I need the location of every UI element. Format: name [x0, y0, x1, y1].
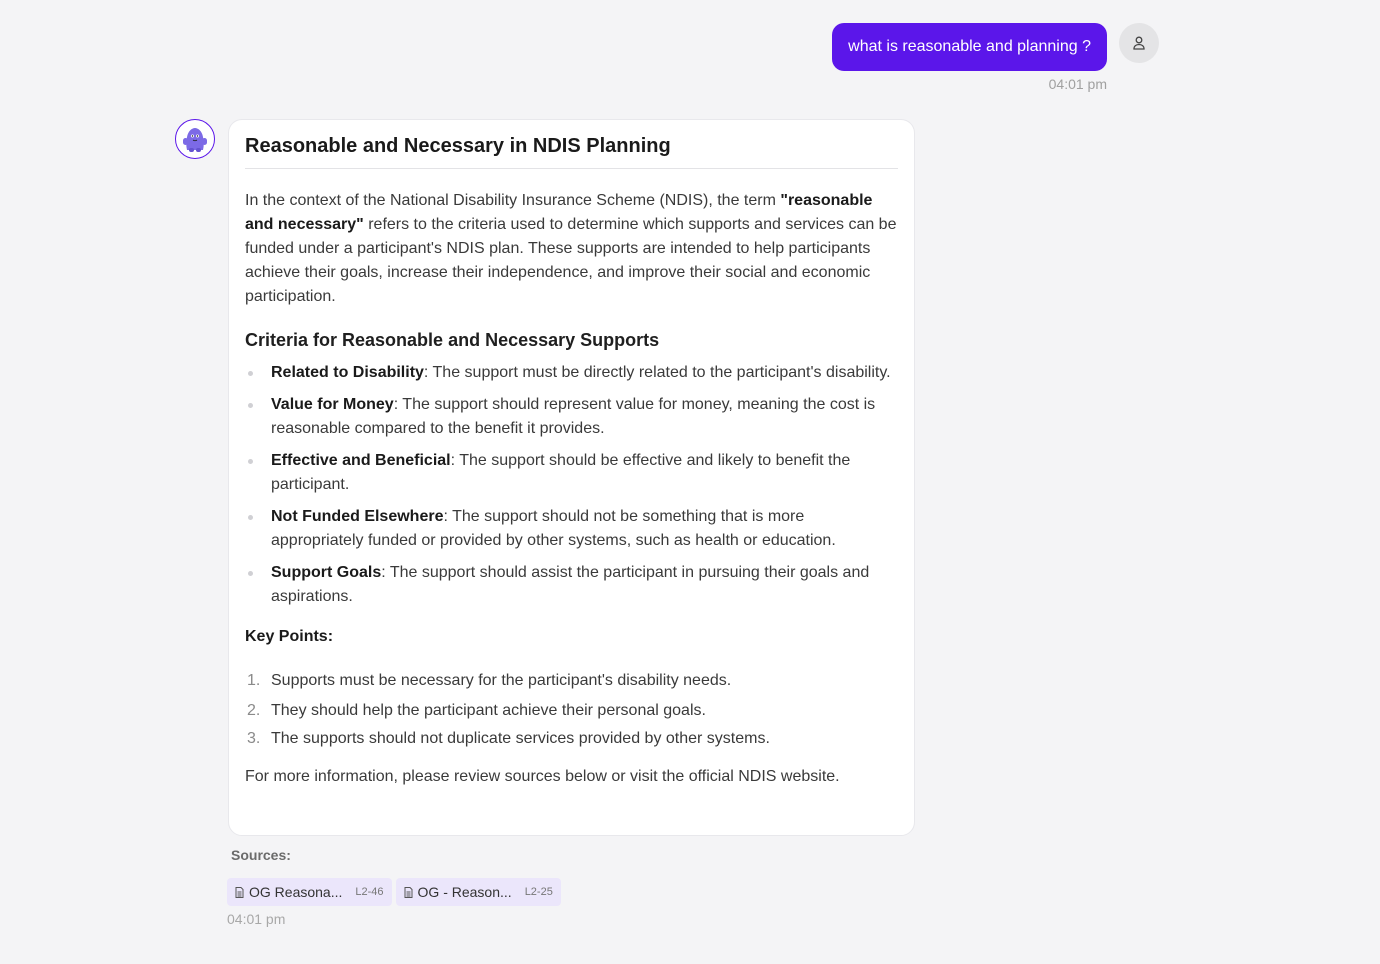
source-name: OG - Reason...: [417, 884, 512, 900]
sources-list: [227, 878, 561, 906]
source-chip[interactable]: [227, 878, 392, 906]
intro-text: In the context of the National Disability Insurance Scheme (NDIS), the term: [245, 192, 781, 209]
source-name: OG Reasona...: [249, 884, 343, 900]
outro-paragraph: For more information, please review sources below or visit the official NDIS website.: [245, 768, 840, 785]
bot-avatar: [175, 119, 215, 159]
criteria-term: Value for Money: [271, 396, 394, 413]
key-point-item: [245, 669, 898, 693]
criteria-item: [245, 393, 898, 441]
criteria-text: : The support must be directly related to the participant's disability.: [423, 364, 891, 381]
key-point-text: They should help the participant achieve their personal goals.: [271, 702, 706, 719]
key-point-text: Supports must be necessary for the participant's disability needs.: [271, 672, 732, 689]
criteria-term: Support Goals: [271, 564, 382, 581]
sources-label: Sources:: [231, 847, 291, 863]
user-message: [832, 23, 1107, 71]
criteria-text: : The support should represent value for money, meaning the cost is reasonable compared to the benefit it provides.: [271, 396, 876, 437]
criteria-text: : The support should assist the participant in pursuing their goals and aspirations.: [271, 564, 870, 605]
user-icon: [1131, 35, 1147, 51]
item-number: 3.: [247, 730, 261, 747]
key-point-text: The supports should not duplicate services provided by other systems.: [271, 730, 770, 747]
criteria-heading: Criteria for Reasonable and Necessary Supports: [245, 330, 660, 350]
key-point-item: [245, 699, 898, 723]
criteria-term: Not Funded Elsewhere: [271, 508, 444, 525]
key-points-list: [245, 669, 898, 751]
source-chip[interactable]: [396, 878, 561, 906]
user-message-time: 04:01 pm: [1048, 76, 1107, 92]
intro-text-rest: refers to the criteria used to determine which supports and services can be funded under a participant's NDIS plan. These supports are intended to help participants achieve their goals, increase their independence, and improve their social and economic participation.: [245, 216, 897, 305]
source-lines: L2-25: [524, 886, 553, 898]
response-title: Reasonable and Necessary in NDIS Planning: [245, 132, 898, 169]
document-icon: [235, 887, 244, 898]
criteria-list: [245, 361, 898, 609]
criteria-item: [245, 505, 898, 553]
source-lines: L2-46: [355, 886, 384, 898]
criteria-item: [245, 449, 898, 497]
intro-paragraph: [245, 189, 898, 309]
key-points-heading: Key Points:: [245, 628, 334, 645]
criteria-term: Related to Disability: [271, 364, 424, 381]
user-avatar: [1119, 23, 1159, 63]
key-point-item: [245, 727, 898, 751]
item-number: 1.: [247, 672, 261, 689]
user-message-bubble: what is reasonable and planning ?: [832, 23, 1107, 71]
criteria-item: [245, 561, 898, 609]
criteria-term: Effective and Beneficial: [271, 452, 451, 469]
criteria-item: [245, 361, 898, 385]
item-number: 2.: [247, 702, 261, 719]
bot-message-card: [228, 119, 915, 836]
monster-mascot-icon: [180, 124, 210, 154]
bot-message-time: 04:01 pm: [227, 911, 286, 927]
criteria-text: : The support should not be something that is more appropriately funded or provided by other systems, such as health or education.: [271, 508, 836, 549]
criteria-text: : The support should be effective and likely to benefit the participant.: [271, 452, 851, 493]
intro-bold: "reasonable and necessary": [245, 192, 873, 233]
document-icon: [404, 887, 413, 898]
